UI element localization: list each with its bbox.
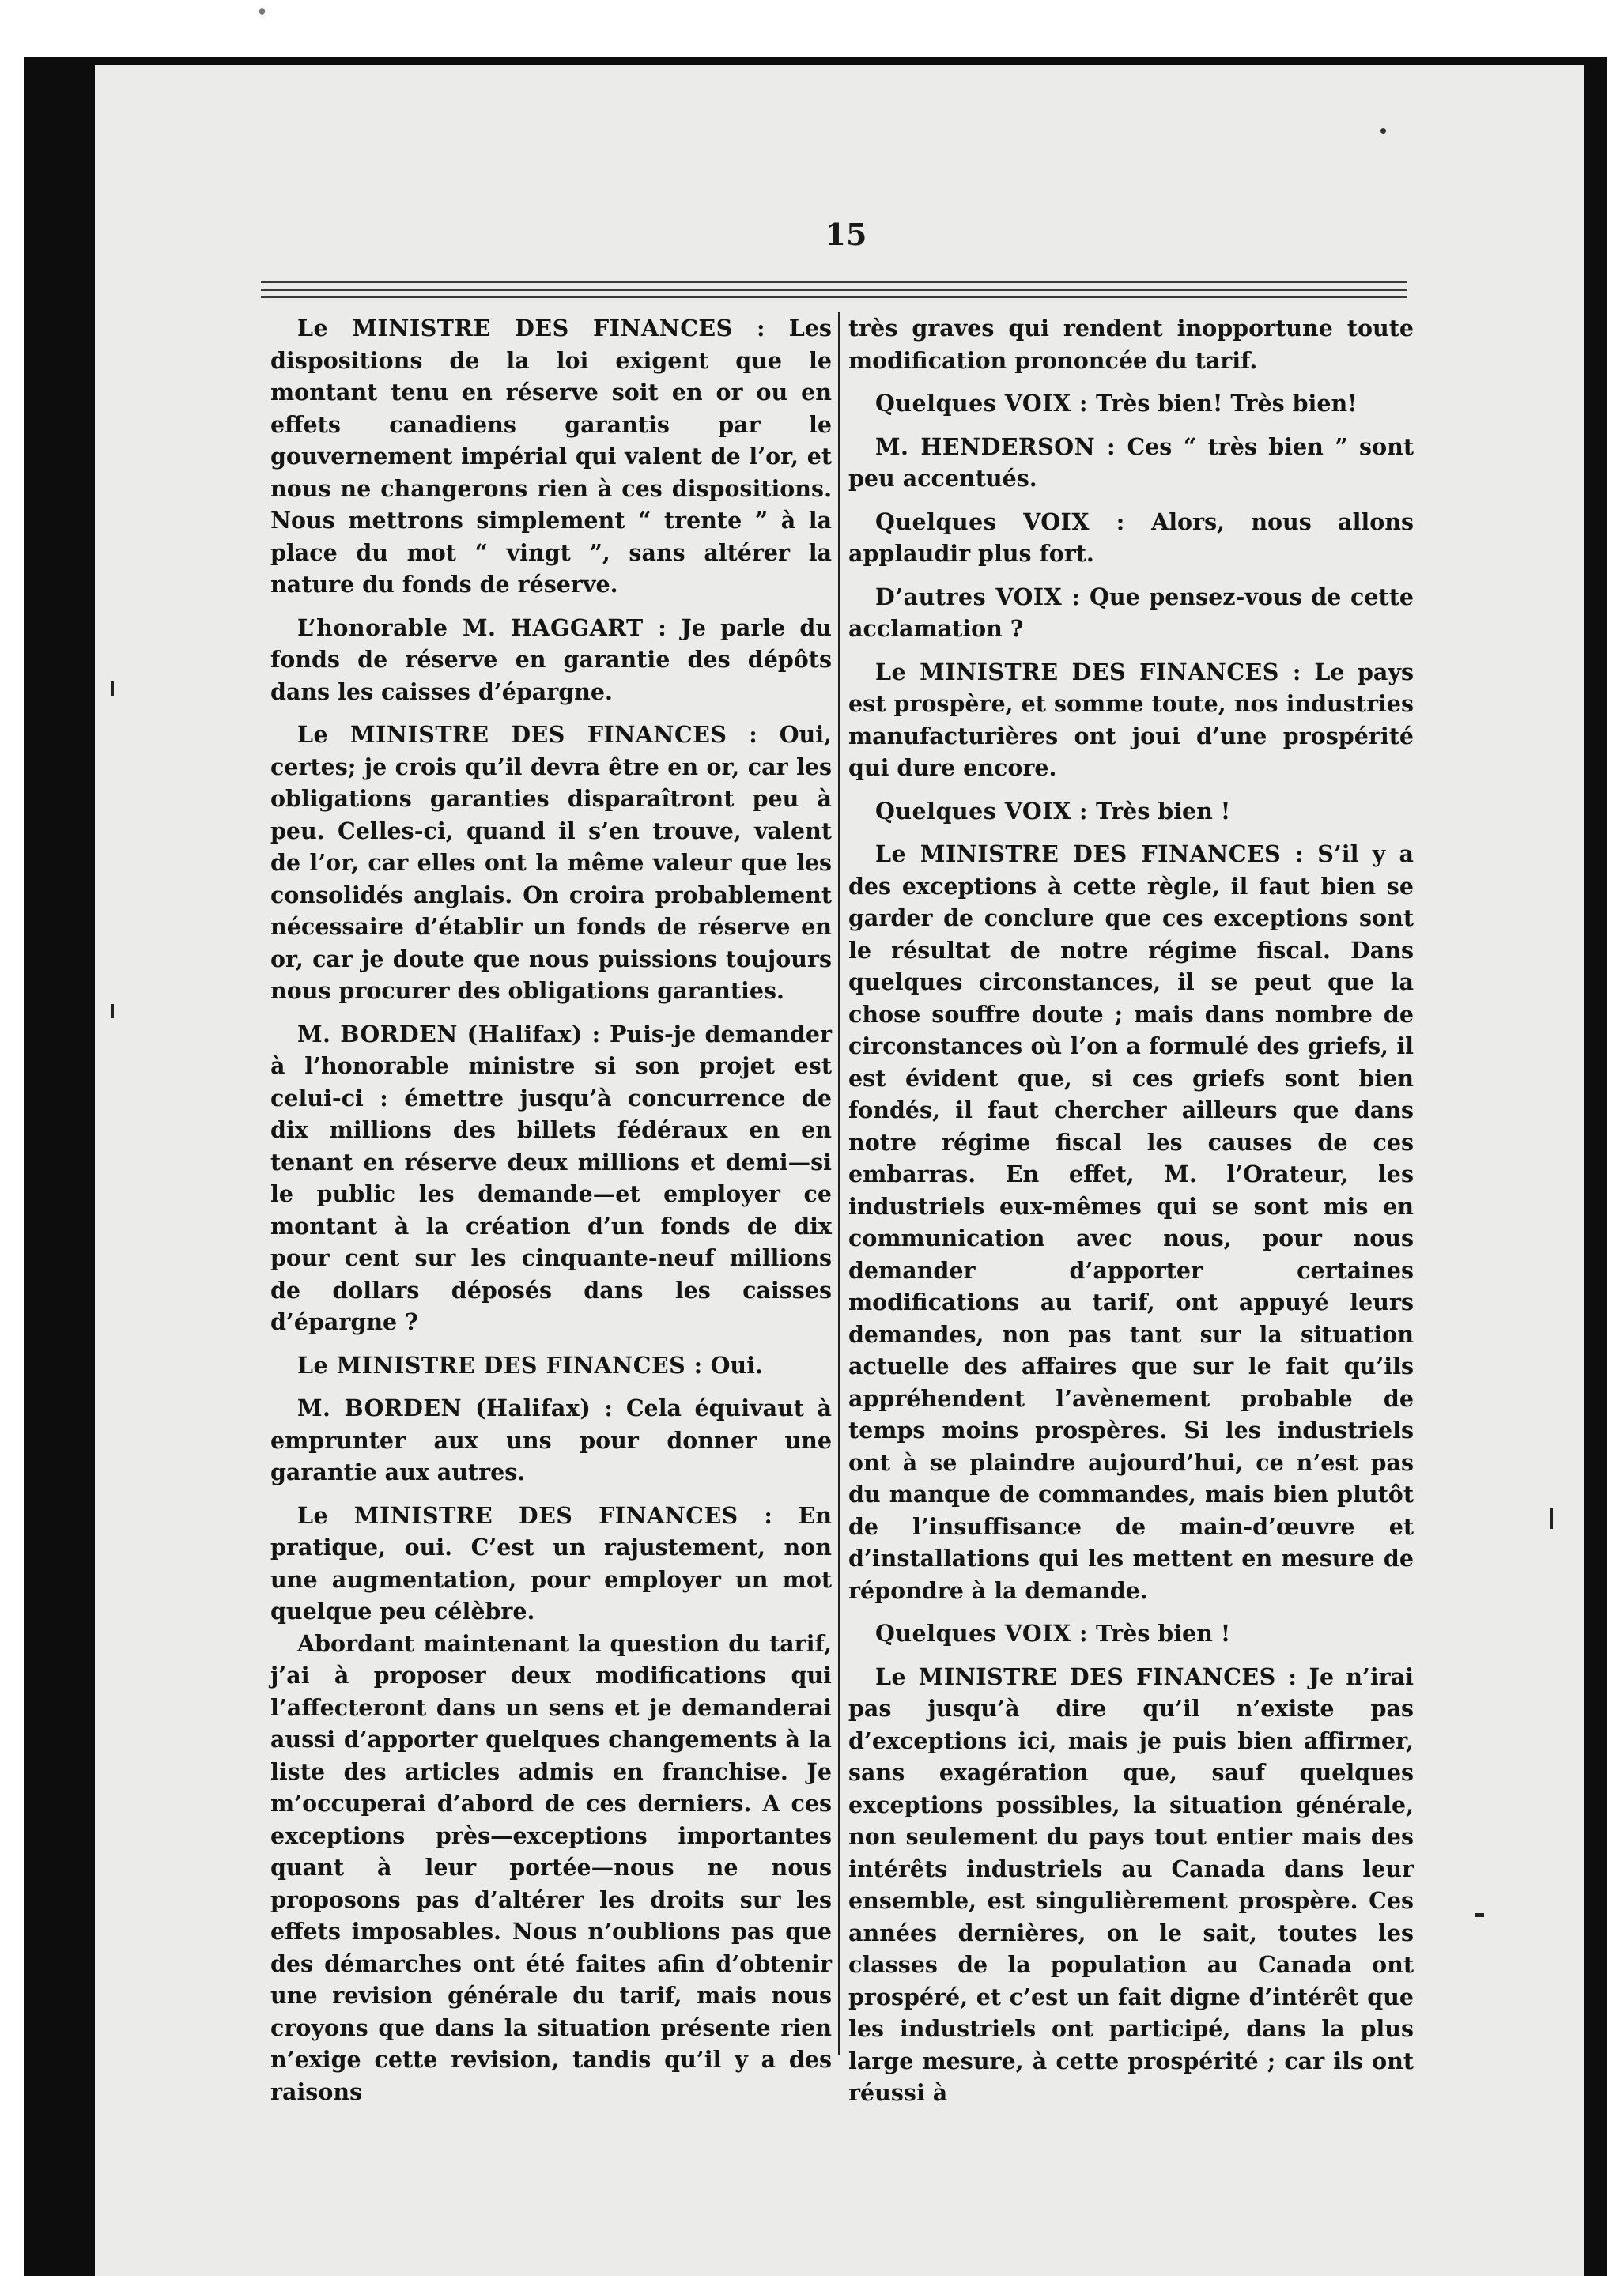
header-rule [261,296,1407,298]
speaker-name: M. BORDEN (Halifax) : [297,1395,614,1421]
paragraph-text: Ces “ très bien ” sont peu accentués. [848,432,1414,492]
speaker-name: Le MINISTRE DES FINANCES : [875,1663,1297,1690]
paragraph [270,612,832,708]
paragraph [848,387,1414,420]
left-column [270,312,832,2119]
header-rule [261,281,1407,283]
paragraph-text: Oui, certes; je crois qu’il devra être en or, car les obligations garanties disparaîtront peu à peu. Celles-ci, quand il s’en trouve, valent de l’or, car elles ont la même valeur que les consolidés anglais. On croira probablement nécessaire d’établir un fonds de réserve en or, car je doute que nous puissions toujours nous procurer des obligations garanties. [270,721,832,1004]
speaker-name: M. HENDERSON : [875,432,1116,460]
paragraph [270,1500,832,1628]
paragraph [848,1617,1414,1650]
margin-mark [111,681,114,696]
paragraph-text: très graves qui rendent inopportune toute modification prononcée du tarif. [848,315,1414,374]
paragraph [848,506,1414,570]
speaker-name: Quelques VOIX : [875,508,1125,535]
page-number: 15 [825,217,867,252]
margin-mark [1550,1508,1553,1529]
paragraph-text: Abordant maintenant la question du tarif, j’ai à proposer deux modifications qui l’affecteront dans un sens et je demanderai aussi d’apporter quelques changements à la liste des articles admis en franchise. Je m’occuperai d’abord de ces derniers. A ces exceptions près—exceptions importantes quant à leur portée—nous ne nous proposons pas d’altérer les droits sur les effets imposables. Nous n’oublions pas que des démarches ont été faites afin d’obtenir une revision générale du tarif, mais nous croyons que dans la situation présente rien n’exige cette revision, tandis qu’il y a des raisons [270,1629,832,2105]
scan-speck [1380,128,1386,134]
speaker-name: Le MINISTRE DES FINANCES : [297,1351,703,1379]
paragraph-text: Je parle du fonds de réserve en garantie des dépôts dans les caisses d’épargne. [270,613,832,705]
paragraph-text: Oui. [710,1351,763,1379]
paragraph [848,838,1414,1606]
paragraph-text: S’il y a des exceptions à cette règle, il faut bien se garder de conclure que ces exceptions sont le résultat de notre régime fiscal. Dans quelques circonstances, il se peut que la chose souffre doute ; mais dans nombre de circonstances où l’on a formulé des griefs, il est évident que, si ces griefs sont bien fondés, il faut chercher ailleurs que dans notre régime fiscal les causes de ces embarras. En effet, M. l’Orateur, les industriels eux-mêmes qui se sont mis en communication avec nous, pour nous demander d’apporter certaines modifications au tarif, ont appuyé leurs demandes, non pas tant sur la situation actuelle des affaires que sur le fait qu’ils appréhendent l’avènement probable de temps moins prospères. Si les industriels ont à se plaindre aujourd’hui, ce n’est pas du manque de commandes, mais bien plutôt de l’insuffisance de main-d’œuvre et d’installations qui les mettent en mesure de répondre à la demande. [848,840,1414,1604]
header-rule [261,289,1407,291]
speaker-name: Le MINISTRE DES FINANCES : [297,1501,773,1529]
paragraph [848,581,1414,645]
paragraph-continuation [848,312,1414,376]
paragraph-text: Très bien! Très bien! [1096,390,1358,417]
speaker-name: L’honorable M. HAGGART : [297,613,667,641]
paragraph-text: Que pensez-vous de cette acclamation ? [848,583,1414,642]
paragraph-text: Les dispositions de la loi exigent que le montant tenu en réserve soit en or ou en effets canadiens garantis par le gouvernement impérial qui valent de l’or, et nous ne changerons rien à ces dispositions. Nous mettrons simplement “ trente ” à la place du mot “ vingt ”, sans altérer la nature du fonds de réserve. [270,315,832,598]
paragraph-text: Très bien ! [1096,797,1231,825]
speaker-name: M. BORDEN (Halifax) : [297,1020,601,1047]
paragraph [270,719,832,1007]
margin-mark [111,1004,114,1018]
paragraph [848,656,1414,784]
paragraph [270,1018,832,1338]
scan-speck [259,8,265,15]
paragraph [270,1628,832,2108]
paragraph-text: Le pays est prospère, et somme toute, nos industries manufacturières ont joui d’une prospérité qui dure encore. [848,658,1414,781]
paragraph [848,795,1414,828]
paragraph-text: Cela équivaut à emprunter aux uns pour donner une garantie aux autres. [270,1395,832,1485]
speaker-name: Quelques VOIX : [875,1620,1089,1647]
paragraph [848,431,1414,495]
speaker-name: Quelques VOIX : [875,797,1089,825]
paragraph [270,312,832,601]
speaker-name: D’autres VOIX : [875,583,1081,610]
speaker-name: Quelques VOIX : [875,390,1089,417]
speaker-name: Le MINISTRE DES FINANCES : [875,658,1301,685]
speaker-name: Le MINISTRE DES FINANCES : [297,315,765,342]
paragraph [270,1392,832,1489]
margin-mark [1475,1913,1484,1917]
speaker-name: Le MINISTRE DES FINANCES : [875,840,1304,867]
speaker-name: Le MINISTRE DES FINANCES : [297,721,758,748]
paragraph-text: Alors, nous allons applaudir plus fort. [848,508,1414,567]
paragraph [848,1661,1414,2109]
right-column [848,312,1414,2120]
paragraph-text: En pratique, oui. C’est un rajustement, non une augmentation, pour employer un mot quelque peu célèbre. [270,1501,832,1625]
paragraph-text: Je n’irai pas jusqu’à dire qu’il n’existe pas d’exceptions ici, mais je puis bien affirmer, sans exagération que, sauf quelques exceptions possibles, la situation générale, non seulement du pays tout entier mais des intérêts industriels au Canada dans leur ensemble, est singulièrement prospère. Ces années dernières, on le sait, toutes les classes de la population au Canada ont prospéré, et c’est un fait digne d’intérêt que les industriels ont participé, dans la plus large mesure, à cette prospérité ; car ils ont réussi à [848,1663,1414,2106]
paragraph-text: Puis-je demander à l’honorable ministre si son projet est celui-ci : émettre jusqu’à concurrence de dix millions des billets fédéraux en en tenant en réserve deux millions et demi—si le public les demande—et employer ce montant à la création d’un fonds de dix pour cent sur les cinquante-neuf millions de dollars déposés dans les caisses d’épargne ? [270,1020,833,1335]
paragraph [270,1349,832,1382]
paragraph-text: Très bien ! [1096,1620,1231,1647]
column-divider [838,312,840,2055]
